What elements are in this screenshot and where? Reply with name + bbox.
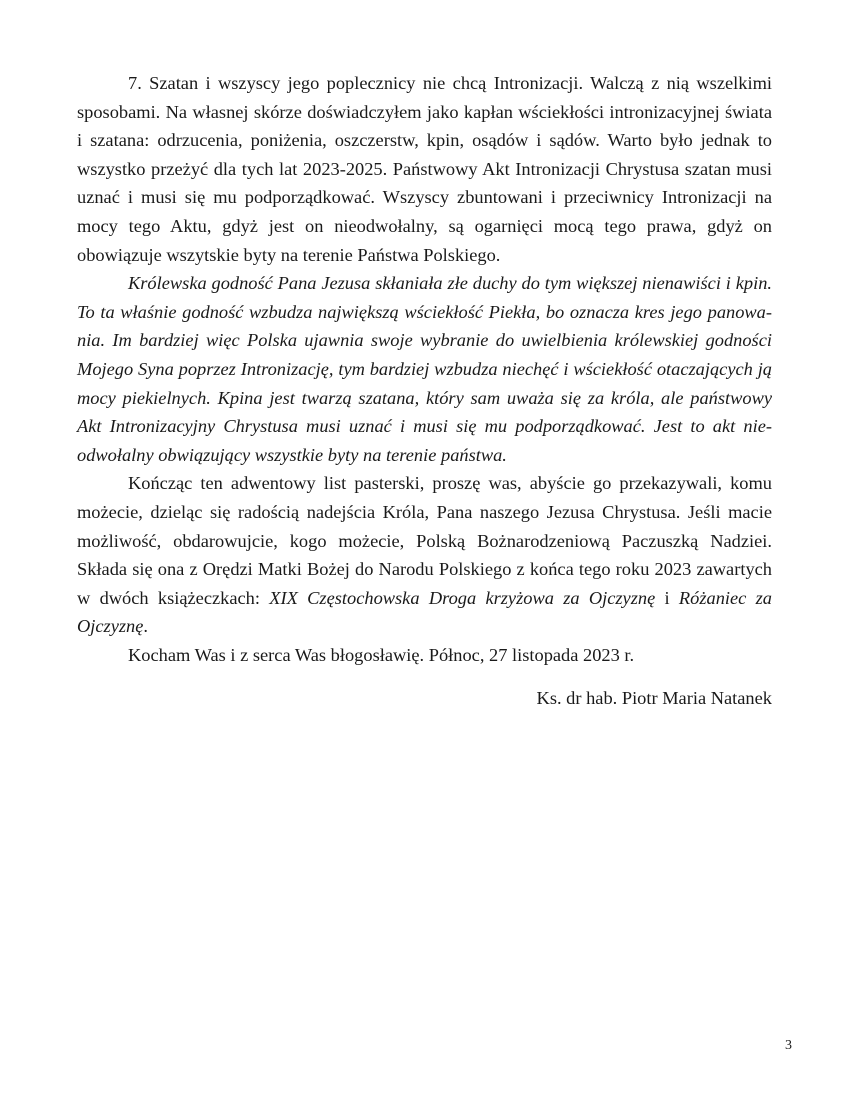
document-body	[77, 69, 772, 669]
book-title-1: XIX Częstochowska Droga krzyżowa za Ojczyznę	[269, 587, 656, 608]
book-title-2: Różaniec za Ojczyznę	[77, 587, 772, 637]
closing-line: Kocham Was i z serca Was błogosławię. Północ, 27 listopada 2023 r.	[128, 644, 635, 665]
paragraph-2-quote: Królewska godność Pana Jezusa skłaniała złe duchy do tym większej nienawiści i kpin. To ta właśnie godność wzbudza największą wściekłość Piekła, bo oznacza kres jego panowania. Im bardziej więc Polska ujawnia swoje wybranie do uwielbienia królewskiej godności Mojego Syna poprzez Intronizację, tym bardziej wzbudza niechęć i wściekłość otaczających ją mocy piekielnych. Kpina jest twarzą szatana, który sam uważa się za króla, ale państwowy Akt Intronizacyjny Chrystusa musi uznać i musi się mu podporządkować. Jest to akt nieodwołalny obwiązujący wszystkie byty na terenie państwa.	[77, 273, 772, 465]
paragraph-3	[77, 469, 772, 641]
paragraph-3-text-before: Kończąc ten adwentowy list pasterski, proszę was, abyście go przekazywali, komu możecie, dzieląc się radością nadejścia Króla, Pana naszego Jezusa Chrystusa. Jeśli macie możliwość, obdarowujcie, kogo możecie, Polską Bożnarodzeniową Paczuszką Nadziei. Składa się ona z Orędzi Matki Bożej do Narodu Polskiego z końca tego roku 2023 zawartych w dwóch książeczkach:	[77, 473, 772, 608]
signature: Ks. dr hab. Piotr Maria Natanek	[536, 688, 772, 708]
paragraph-1: 7. Szatan i wszyscy jego poplecznicy nie chcą Intronizacji. Walczą z nią wszelkimi sposobami. Na własnej skórze doświadczyłem jako kapłan wściekłości intronizacyjnej świata i szatana: odrzucenia, poniżenia, oszczerstw, kpin, osądów i sądów. Warto było jednak to wszystko przeżyć dla tych lat 2023-2025. Państwowy Akt Intronizacji Chrystusa szatan musi uznać i musi się mu podporządkować. Wszyscy zbuntowani i przeciwnicy Intronizacji na mocy tego Aktu, gdyż jest on nieodwołalny, są ogarnięci mocą tego prawa, gdyż on obowiązuje wszytskie byty na terenie Państwa Polskiego.	[77, 73, 772, 265]
page-number: 3	[785, 1038, 792, 1053]
paragraph-3-text-after: .	[143, 616, 148, 637]
paragraph-3-conjunction: i	[655, 587, 679, 608]
